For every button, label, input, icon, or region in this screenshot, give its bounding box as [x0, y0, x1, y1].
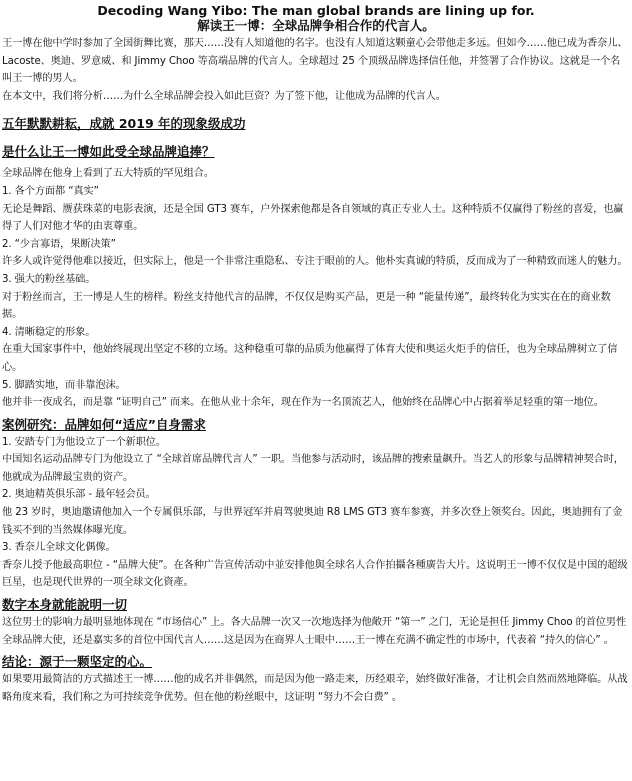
article-title-english: Decoding Wang Yibo: The man global brands are lining up for.	[97, 3, 535, 18]
intro-paragraph-2: 在本文中，我们将分析……为什么全球品牌会投入如此巨资？为了签下他，让他成为品牌的代言人。	[2, 90, 446, 102]
trait-title: 1. 各个方面都 “真实”	[2, 185, 99, 197]
conclusion-body: 如果要用最简洁的方式描述王一博……他的成名并非偶然，而是因为他一路走来，历经艰辛，始终做好准备，才让机会自然而然地降临。从战略角度来看，我们称之为可持续竞争优势。但在他的粉丝眼中，这证明 “努力不会白费” 。	[2, 674, 628, 703]
trait-title: 4. 清晰稳定的形象。	[2, 326, 96, 338]
trait-body: 他并非一夜成名，而是靠 “证明自己” 而来。在他从业十余年，现在作为一名顶流艺人，他始终在品牌心中占据着举足轻重的第一地位。	[2, 397, 604, 409]
trait-body: 无论是舞蹈、赝获珠菜的电影表演，还是全国 GT3 赛车，户外探索他都是各自领域的真正专业人士。这种特质不仅赢得了粉丝的喜爱，也赢得了人们对他才华的由衷尊重。	[2, 203, 624, 233]
trait-title: 2. “少言寡语，果断决策”	[2, 238, 116, 250]
traits-lead: 全球品牌在他身上看到了五大特质的罕见组合。	[2, 168, 214, 180]
section-heading-case-study: 案例研究：品牌如何“适应”自身需求	[2, 416, 206, 432]
case-body: 香奈儿授予他最高职位 - “品牌大使”。在各种广告宣传活动中並安排他與全球名人合作拍攝各種廣告大片。这说明王一博不仅仅是中国的超级巨星，也是现代世界的一项全球文化資產。	[2, 559, 628, 589]
case-body: 他 23 岁时，奥迪邀请他加入一个专属俱乐部，与世界冠军并肩驾驶奥迪 R8 LMS GT3 赛车参赛，并多次登上领奖台。因此，奥迪拥有了金钱买不到的当然媒体曝光度。	[2, 507, 623, 536]
intro-paragraph-1: 王一博在他中学时参加了全国街舞比赛，那天……没有人知道他的名字。也没有人知道这颗童心会带他走多远。但如今……他已成为香奈儿、Lacoste、奥迪、罗意威、和 Jimmy Choo 等高端品牌的代言人。全球超过 25 个顶级品牌选择信任他，并签署了合作协议。这就是一个名叫王一博的男人。	[2, 38, 628, 85]
section-heading-conclusion: 结论：源于一颗坚定的心。	[2, 654, 153, 670]
case-title: 3. 香奈儿全球文化偶像。	[2, 542, 116, 554]
case-body: 中国知名运动品牌专门为他设立了 “全球首席品牌代言人” 一职。当他参与活动时，该品牌的搜索量飙升。当艺人的形象与品牌精神契合时，他就成为品牌最宝贵的资产。	[2, 454, 624, 483]
trait-body: 对于粉丝而言，王一博是人生的榜样。粉丝支持他代言的品牌，不仅仅是购买产品，更是一种 “能量传递”，最终转化为实实在在的商业数据。	[2, 291, 611, 321]
trait-title: 3. 强大的粉丝基础。	[2, 273, 96, 285]
section-heading-traits: 是什么让王一博如此受全球品牌追捧？	[2, 144, 215, 160]
case-title: 1. 安踏专门为他设立了一个新职位。	[2, 436, 166, 448]
trait-body: 许多人或许觉得他难以接近，但实际上，他是一个非常注重隐私、专注于眼前的人。他朴实真诚的特质，反而成为了一种精致而迷人的魅力。	[2, 256, 628, 268]
case-title: 2. 奥迪精英俱乐部 - 最年轻会员。	[2, 489, 156, 501]
article-title-chinese: 解读王一博：全球品牌争相合作的代言人。	[197, 18, 435, 33]
trait-body: 在重大国家事件中，他始终展现出坚定不移的立场。这种稳重可靠的品质为他赢得了体育大使和奥运火炬手的信任，也为全球品牌树立了信心。	[2, 344, 618, 373]
trait-title: 5. 脚踏实地，而非靠泡沫。	[2, 379, 126, 391]
section-heading-numbers: 数字本身就能說明一切	[2, 597, 128, 613]
section-heading-success: 五年默默耕耘，成就 2019 年的现象级成功	[2, 116, 246, 132]
numbers-body: 这位男士的影响力最明显地体现在 “市场信心” 上。各大品牌一次又一次地选择为他敞开 “第一” 之门，无论是担任 Jimmy Choo 的首位男性全球品牌大使，还是嘉实多的首位中国代言人……这是因为在商界人士眼中……王一博在充满不确定性的市场中，代表着 “持久的信心” 。	[2, 617, 627, 646]
